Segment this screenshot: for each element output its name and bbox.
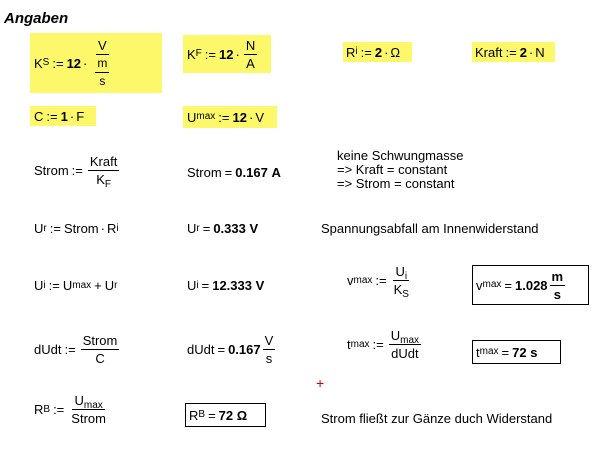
umax-assign: := bbox=[218, 109, 230, 125]
kf-unit-num: N bbox=[245, 37, 256, 53]
tmax-result-unit: s bbox=[530, 344, 538, 360]
ks-unit-den-num: m bbox=[95, 56, 109, 73]
rb-definition[interactable]: R B := $\frac{U_{max}}{\text{Strom}}$ bbox=[34, 393, 106, 426]
note-spannungsabfall: Spannungsabfall am Innenwiderstand bbox=[321, 221, 539, 236]
rb-result-value: 72 bbox=[218, 407, 234, 423]
note-strom-fliesst: Strom fließt zur Gänze duch Widerstand bbox=[321, 411, 553, 426]
tmax-definition[interactable]: t max := $\frac{U_{max}}{\text{dUdt}}$ bbox=[347, 328, 420, 361]
strom-result-unit: A bbox=[271, 165, 281, 180]
vmax-unit-num: m bbox=[551, 268, 564, 284]
c-definition[interactable]: C := 1 · F bbox=[30, 106, 96, 126]
kf-definition[interactable]: K F := 12 · $\frac{N}{A}$ bbox=[183, 35, 271, 73]
note-line-1: keine Schwungmasse bbox=[337, 148, 464, 163]
strom-result-equals: = bbox=[224, 165, 233, 180]
tmax-result-value: 72 bbox=[512, 344, 527, 360]
vmax-frac-num: $U_i$ bbox=[395, 264, 408, 282]
ks-value: 12 bbox=[66, 55, 82, 71]
dudt-frac-num: Strom bbox=[82, 333, 118, 348]
ur-factor-a: Strom bbox=[63, 221, 99, 236]
kf-assign: := bbox=[204, 46, 216, 62]
ur-result-equals: = bbox=[202, 221, 211, 236]
ui-symbol: U bbox=[34, 278, 44, 293]
ur-assign: := bbox=[49, 221, 61, 236]
tmax-symbol: t bbox=[347, 337, 351, 352]
tmax-result[interactable]: t max = 72 s bbox=[472, 340, 561, 364]
rb-frac-den: Strom bbox=[71, 411, 106, 426]
strom-frac-den: $K_F$ bbox=[96, 172, 112, 190]
ur-result[interactable]: U r = 0.333 V bbox=[187, 221, 259, 236]
rb-result-symbol: R bbox=[189, 407, 199, 423]
vmax-result-equals: = bbox=[504, 277, 512, 293]
ur-result-value: 0.333 bbox=[213, 221, 246, 236]
kf-unit bbox=[244, 38, 257, 71]
ri-unit: Ω bbox=[390, 44, 401, 60]
umax-definition[interactable]: U max := 12 · V bbox=[183, 106, 277, 128]
ri-value: 2 bbox=[374, 44, 383, 60]
strom-assign: := bbox=[71, 163, 83, 178]
c-unit: F bbox=[76, 108, 85, 124]
strom-frac-num: Kraft bbox=[89, 154, 118, 169]
vmax-frac-den: $K_S$ bbox=[393, 282, 409, 300]
tmax-frac-den: dUdt bbox=[391, 346, 419, 361]
kraft-unit: N bbox=[535, 44, 545, 60]
dudt-unit-num: V bbox=[264, 333, 274, 348]
vmax-result-unit bbox=[550, 269, 566, 302]
dudt-assign: := bbox=[64, 342, 76, 357]
c-value: 1 bbox=[60, 108, 68, 124]
ui-result-equals: = bbox=[201, 278, 210, 293]
dudt-definition[interactable] bbox=[34, 333, 121, 366]
rb-assign: := bbox=[53, 402, 65, 417]
note-line-3: => Strom = constant bbox=[337, 176, 455, 191]
c-assign: := bbox=[46, 108, 58, 124]
ks-unit-den-den: s bbox=[99, 73, 106, 88]
kf-value: 12 bbox=[219, 46, 234, 62]
tmax-fraction bbox=[389, 328, 421, 361]
ks-unit-num: V bbox=[98, 37, 107, 53]
ks-definition[interactable]: K S := 12 · $\frac{V}{\frac{m}{s}}$ bbox=[30, 33, 162, 93]
strom-result-value: 0.167 bbox=[235, 165, 268, 180]
ui-result-unit: V bbox=[255, 278, 265, 293]
tmax-result-equals: = bbox=[501, 344, 510, 360]
ur-factor-b: R bbox=[106, 221, 117, 236]
dudt-frac-den: C bbox=[95, 351, 105, 366]
kraft-symbol: Kraft bbox=[475, 44, 503, 60]
rb-frac-num: $U_{max}$ bbox=[74, 393, 103, 411]
tmax-frac-num: $U_{max}$ bbox=[390, 328, 420, 346]
vmax-definition[interactable]: v max := $\frac{U_i}{K_S}$ bbox=[347, 264, 409, 300]
tmax-assign: := bbox=[372, 337, 384, 352]
strom-result-symbol: Strom bbox=[187, 165, 222, 180]
umax-symbol: U bbox=[187, 109, 197, 125]
kraft-definition[interactable]: Kraft := 2 · N bbox=[472, 42, 555, 62]
ur-symbol: U bbox=[34, 221, 44, 236]
vmax-result[interactable]: v max = 1.028 $\frac{m}{s}$ bbox=[472, 265, 589, 305]
umax-unit: V bbox=[255, 109, 264, 125]
strom-definition[interactable] bbox=[34, 154, 121, 190]
dudt-result-equals: = bbox=[217, 342, 226, 357]
kf-symbol: K bbox=[187, 46, 196, 62]
page-title: Angaben bbox=[4, 10, 69, 27]
vmax-fraction bbox=[392, 264, 411, 300]
ui-result-symbol: U bbox=[187, 278, 197, 293]
kf-unit-den: A bbox=[246, 55, 255, 71]
dudt-fraction bbox=[81, 333, 120, 366]
ui-plus: + bbox=[94, 278, 102, 293]
ui-term-b: U bbox=[104, 278, 115, 293]
ks-symbol: K bbox=[34, 55, 43, 71]
ri-assign: := bbox=[360, 44, 372, 60]
vmax-symbol: v bbox=[347, 273, 354, 288]
ri-definition[interactable]: R i := 2 · Ω bbox=[343, 42, 412, 62]
kraft-value: 2 bbox=[519, 44, 527, 60]
ui-result[interactable]: U i = 12.333 V bbox=[187, 278, 265, 293]
note-schwungmasse bbox=[337, 149, 463, 191]
insertion-cursor-icon[interactable]: + bbox=[316, 375, 325, 391]
ks-unit bbox=[91, 38, 113, 89]
dudt-symbol: dUdt bbox=[34, 342, 62, 357]
vmax-assign: := bbox=[375, 273, 387, 288]
ui-assign: := bbox=[48, 278, 60, 293]
c-symbol: C bbox=[34, 108, 44, 124]
ur-result-unit: V bbox=[249, 221, 259, 236]
dudt-result[interactable] bbox=[187, 333, 277, 366]
strom-fraction bbox=[88, 154, 119, 190]
vmax-result-value: 1.028 bbox=[515, 277, 548, 293]
dudt-result-symbol: dUdt bbox=[187, 342, 215, 357]
umax-value: 12 bbox=[232, 109, 247, 125]
rb-result[interactable]: R B = 72 Ω bbox=[185, 403, 266, 427]
ri-symbol: R bbox=[346, 44, 356, 60]
dudt-unit-den: s bbox=[265, 351, 273, 366]
rb-result-equals: = bbox=[208, 407, 216, 423]
ui-term-a: U bbox=[62, 278, 73, 293]
ui-result-value: 12.333 bbox=[212, 278, 252, 293]
strom-result[interactable] bbox=[187, 165, 281, 180]
dudt-result-unit bbox=[263, 333, 276, 366]
ur-definition[interactable]: U r := Strom · R i bbox=[34, 221, 119, 236]
rb-symbol: R bbox=[34, 402, 44, 417]
vmax-result-symbol: v bbox=[476, 277, 483, 293]
rb-fraction bbox=[69, 393, 108, 426]
dudt-result-value: 0.167 bbox=[228, 342, 261, 357]
ur-result-symbol: U bbox=[187, 221, 197, 236]
vmax-unit-den: s bbox=[553, 286, 561, 302]
kraft-assign: := bbox=[505, 44, 517, 60]
strom-symbol: Strom bbox=[34, 163, 69, 178]
note-line-2: => Kraft = constant bbox=[337, 162, 448, 177]
ks-assign: := bbox=[52, 55, 64, 71]
ui-definition[interactable]: U i := U max + U r bbox=[34, 278, 118, 293]
tmax-result-symbol: t bbox=[476, 344, 480, 360]
ks-unit-den bbox=[91, 55, 113, 89]
rb-result-unit: Ω bbox=[236, 407, 248, 423]
